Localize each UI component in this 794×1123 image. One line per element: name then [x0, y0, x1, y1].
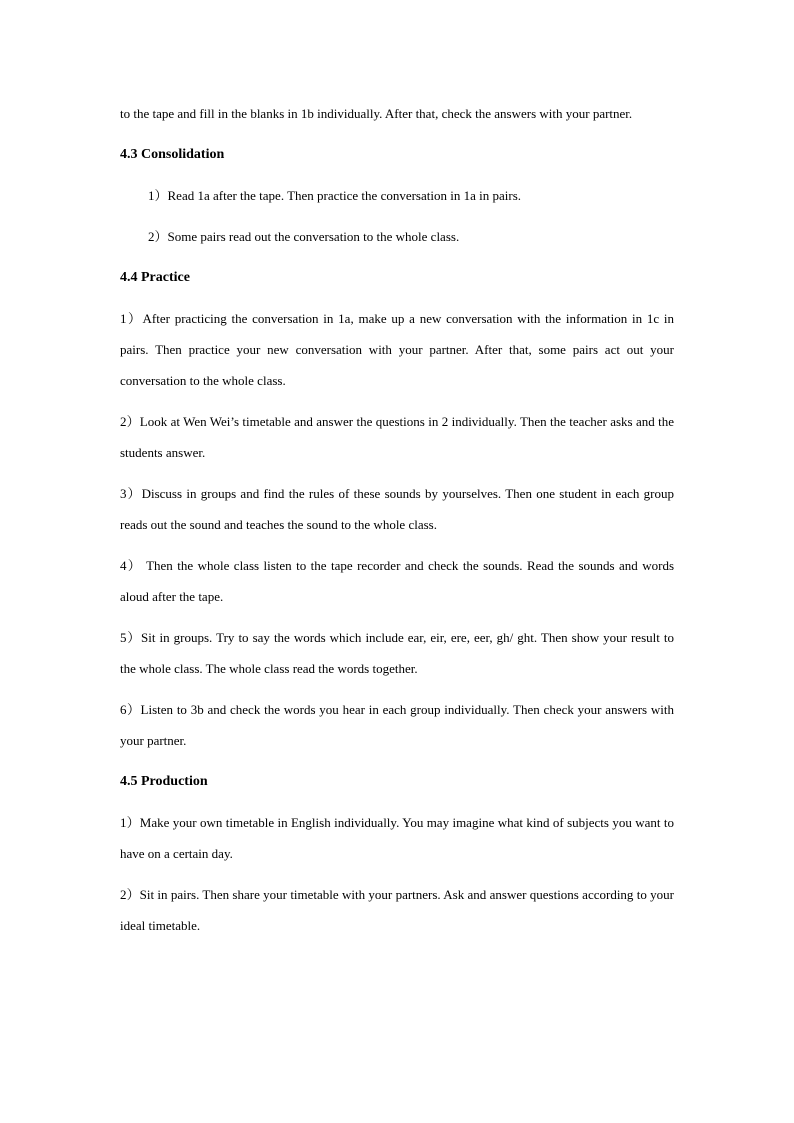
practice-item-4: 4） Then the whole class listen to the tape recorder and check the sounds. Read the sounds and words aloud after the tape. [120, 558, 674, 604]
practice-item-1: 1）After practicing the conversation in 1a, make up a new conversation with the information in 1c in pairs. Then practice your new conversation with your partner. After that, some pairs act out your conversation to the whole class. [120, 311, 674, 388]
production-item-2: 2）Sit in pairs. Then share your timetable with your partners. Ask and answer questions according to your ideal timetable. [120, 887, 674, 933]
practice-item-2: 2）Look at Wen Wei’s timetable and answer the questions in 2 individually. Then the teacher asks and the students answer. [120, 414, 674, 460]
production-item-1: 1）Make your own timetable in English individually. You may imagine what kind of subjects you want to have on a certain day. [120, 815, 674, 861]
practice-item-5: 5）Sit in groups. Try to say the words which include ear, eir, ere, eer, gh/ ght. Then show your result to the whole class. The whole class read the words together. [120, 630, 674, 676]
section-heading-production: 4.5 Production [120, 774, 208, 789]
consolidation-item-2: 2）Some pairs read out the conversation to the whole class. [148, 229, 460, 244]
section-heading-consolidation: 4.3 Consolidation [120, 147, 225, 162]
consolidation-item-1: 1）Read 1a after the tape. Then practice the conversation in 1a in pairs. [148, 188, 522, 203]
section-heading-practice: 4.4 Practice [120, 270, 190, 285]
practice-item-6: 6）Listen to 3b and check the words you hear in each group individually. Then check your answers with your partner. [120, 702, 674, 748]
intro-paragraph: to the tape and fill in the blanks in 1b individually. After that, check the answers with your partner. [120, 106, 633, 121]
page-content [120, 98, 674, 941]
practice-item-3: 3）Discuss in groups and find the rules of these sounds by yourselves. Then one student in each group reads out the sound and teaches the sound to the whole class. [120, 486, 674, 532]
